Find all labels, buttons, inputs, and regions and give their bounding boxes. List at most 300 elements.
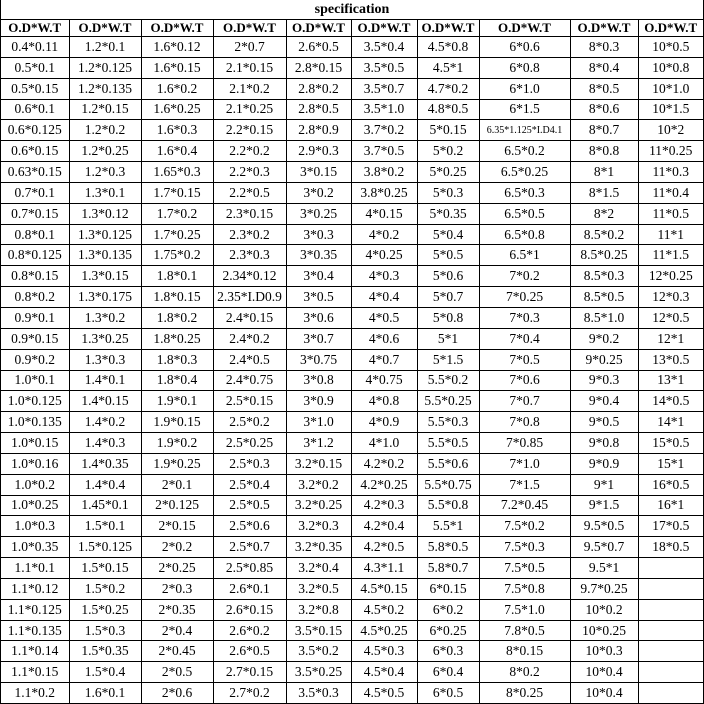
table-cell: 2*0.45 [141, 641, 213, 662]
table-cell: 8*0.4 [570, 57, 638, 78]
table-cell: 4.2*0.5 [351, 537, 417, 558]
table-cell: 2.6*0.5 [213, 641, 286, 662]
table-cell: 6*0.8 [479, 57, 570, 78]
table-cell: 1.1*0.14 [1, 641, 69, 662]
table-cell: 4.5*0.2 [351, 599, 417, 620]
table-row [1, 683, 703, 704]
table-row [1, 57, 703, 78]
table-row [1, 662, 703, 683]
table-cell: 1.3*0.125 [69, 224, 141, 245]
table-cell: 2.4*0.75 [213, 370, 286, 391]
table-cell: 3.5*0.15 [286, 620, 351, 641]
column-header: O.D*W.T [570, 20, 638, 37]
table-cell: 3.2*0.35 [286, 537, 351, 558]
table-cell: 14*1 [638, 412, 703, 433]
table-cell: 9*0.2 [570, 328, 638, 349]
table-cell: 3*1.2 [286, 433, 351, 454]
table-cell: 8.5*0.3 [570, 266, 638, 287]
table-cell: 1.0*0.16 [1, 453, 69, 474]
table-cell: 18*0.5 [638, 537, 703, 558]
table-row [1, 141, 703, 162]
table-cell: 9*1.5 [570, 495, 638, 516]
table-cell: 3*0.25 [286, 203, 351, 224]
table-row [1, 37, 703, 58]
table-row [1, 495, 703, 516]
table-cell: 1.5*0.125 [69, 537, 141, 558]
table-cell: 3.5*0.2 [286, 641, 351, 662]
table-cell: 2.4*0.15 [213, 307, 286, 328]
table-cell: 7*0.3 [479, 307, 570, 328]
table-cell: 4.5*0.15 [351, 578, 417, 599]
table-cell: 1.9*0.15 [141, 412, 213, 433]
table-cell: 5.5*0.3 [417, 412, 479, 433]
table-row [1, 391, 703, 412]
table-cell: 1.0*0.125 [1, 391, 69, 412]
table-cell: 1.0*0.2 [1, 474, 69, 495]
table-cell: 5.5*0.5 [417, 433, 479, 454]
table-cell: 2*0.5 [141, 662, 213, 683]
table-cell: 4.5*0.25 [351, 620, 417, 641]
column-header: O.D*W.T [1, 20, 69, 37]
table-cell: 2.5*0.15 [213, 391, 286, 412]
table-cell: 6*0.5 [417, 683, 479, 704]
table-cell: 1.4*0.4 [69, 474, 141, 495]
table-cell: 3.2*0.8 [286, 599, 351, 620]
table-cell: 3*0.75 [286, 349, 351, 370]
table-cell: 0.6*0.15 [1, 141, 69, 162]
table-cell: 2.5*0.4 [213, 474, 286, 495]
table-cell [638, 641, 703, 662]
table-cell: 5.8*0.5 [417, 537, 479, 558]
table-cell: 6.5*0.8 [479, 224, 570, 245]
table-cell: 4*0.2 [351, 224, 417, 245]
table-row [1, 516, 703, 537]
table-cell: 3.5*1.0 [351, 99, 417, 120]
table-cell: 9*0.5 [570, 412, 638, 433]
table-cell: 2*0.7 [213, 37, 286, 58]
table-cell: 4.8*0.5 [417, 99, 479, 120]
table-cell: 1.8*0.3 [141, 349, 213, 370]
table-cell: 1.5*0.15 [69, 558, 141, 579]
table-cell: 1.7*0.25 [141, 224, 213, 245]
table-cell: 9.5*1 [570, 558, 638, 579]
column-header: O.D*W.T [286, 20, 351, 37]
table-cell: 1.2*0.25 [69, 141, 141, 162]
table-row [1, 370, 703, 391]
table-cell: 0.4*0.11 [1, 37, 69, 58]
table-cell: 1.9*0.2 [141, 433, 213, 454]
table-cell: 3.5*0.7 [351, 78, 417, 99]
table-cell: 10*0.5 [638, 37, 703, 58]
page-title: specification [1, 0, 703, 20]
table-cell: 4*0.5 [351, 307, 417, 328]
table-cell: 8*0.15 [479, 641, 570, 662]
table-cell: 3*1.0 [286, 412, 351, 433]
table-cell: 8*1 [570, 162, 638, 183]
table-cell: 1.6*0.15 [141, 57, 213, 78]
table-cell: 1.1*0.12 [1, 578, 69, 599]
table-cell: 11*0.4 [638, 182, 703, 203]
table-cell: 10*1.0 [638, 78, 703, 99]
table-cell: 12*1 [638, 328, 703, 349]
table-cell: 0.7*0.1 [1, 182, 69, 203]
table-cell: 1.5*0.3 [69, 620, 141, 641]
table-cell: 2.5*0.7 [213, 537, 286, 558]
table-cell: 13*0.5 [638, 349, 703, 370]
column-header: O.D*W.T [141, 20, 213, 37]
table-cell: 2.5*0.85 [213, 558, 286, 579]
table-cell: 1.5*0.35 [69, 641, 141, 662]
table-cell: 3.5*0.4 [351, 37, 417, 58]
table-cell: 4*0.15 [351, 203, 417, 224]
table-cell: 7*0.5 [479, 349, 570, 370]
table-row [1, 620, 703, 641]
table-cell: 2.7*0.2 [213, 683, 286, 704]
table-cell: 3.2*0.3 [286, 516, 351, 537]
table-cell: 10*1.5 [638, 99, 703, 120]
table-cell: 2*0.1 [141, 474, 213, 495]
table-cell: 6.5*0.2 [479, 141, 570, 162]
table-cell: 4*1.0 [351, 433, 417, 454]
table-cell: 5*0.15 [417, 120, 479, 141]
table-cell: 2.2*0.3 [213, 162, 286, 183]
table-cell: 2.2*0.15 [213, 120, 286, 141]
table-cell: 8*0.5 [570, 78, 638, 99]
table-cell: 1.6*0.2 [141, 78, 213, 99]
table-cell: 4*0.9 [351, 412, 417, 433]
table-cell: 0.8*0.1 [1, 224, 69, 245]
table-cell: 4*0.6 [351, 328, 417, 349]
table-cell: 1.4*0.15 [69, 391, 141, 412]
table-cell: 1.8*0.2 [141, 307, 213, 328]
table-cell: 2.6*0.2 [213, 620, 286, 641]
table-cell: 4.5*1 [417, 57, 479, 78]
table-cell: 3.5*0.3 [286, 683, 351, 704]
column-header: O.D*W.T [351, 20, 417, 37]
table-cell: 9.5*0.5 [570, 516, 638, 537]
table-row [1, 453, 703, 474]
table-row [1, 224, 703, 245]
table-cell: 0.6*0.1 [1, 99, 69, 120]
table-cell: 1.4*0.2 [69, 412, 141, 433]
spec-table [1, 20, 703, 704]
table-cell: 3.2*0.5 [286, 578, 351, 599]
table-row [1, 245, 703, 266]
table-cell [638, 558, 703, 579]
table-cell: 5*0.7 [417, 287, 479, 308]
table-cell: 1.6*0.25 [141, 99, 213, 120]
table-cell: 1.5*0.2 [69, 578, 141, 599]
table-cell: 5*0.8 [417, 307, 479, 328]
table-cell: 1.4*0.35 [69, 453, 141, 474]
table-cell: 7*0.85 [479, 433, 570, 454]
column-header: O.D*W.T [69, 20, 141, 37]
table-cell: 10*0.25 [570, 620, 638, 641]
table-cell: 1.1*0.2 [1, 683, 69, 704]
table-cell: 2*0.2 [141, 537, 213, 558]
table-cell: 3.2*0.2 [286, 474, 351, 495]
table-cell: 1.9*0.1 [141, 391, 213, 412]
table-cell: 9*0.8 [570, 433, 638, 454]
table-cell: 1.5*0.1 [69, 516, 141, 537]
table-cell: 7.5*0.8 [479, 578, 570, 599]
table-cell: 16*1 [638, 495, 703, 516]
table-cell: 3.2*0.4 [286, 558, 351, 579]
table-cell: 5*0.5 [417, 245, 479, 266]
table-cell: 8.5*0.2 [570, 224, 638, 245]
table-cell: 7*0.6 [479, 370, 570, 391]
table-cell: 3*0.3 [286, 224, 351, 245]
table-cell: 6*0.2 [417, 599, 479, 620]
table-cell: 1.0*0.25 [1, 495, 69, 516]
table-cell: 0.8*0.125 [1, 245, 69, 266]
table-cell: 4*0.4 [351, 287, 417, 308]
table-cell: 2.1*0.15 [213, 57, 286, 78]
table-cell: 1.3*0.1 [69, 182, 141, 203]
table-cell: 2.5*0.25 [213, 433, 286, 454]
table-cell: 15*1 [638, 453, 703, 474]
table-cell: 1.6*0.1 [69, 683, 141, 704]
table-cell: 2.8*0.15 [286, 57, 351, 78]
table-cell: 8*0.6 [570, 99, 638, 120]
table-cell: 6*0.25 [417, 620, 479, 641]
table-cell: 4.5*0.4 [351, 662, 417, 683]
table-cell: 1.2*0.3 [69, 162, 141, 183]
table-cell: 1.7*0.2 [141, 203, 213, 224]
table-cell: 0.8*0.15 [1, 266, 69, 287]
table-cell: 5.8*0.7 [417, 558, 479, 579]
table-cell: 8.5*1.0 [570, 307, 638, 328]
table-cell: 2*0.125 [141, 495, 213, 516]
table-cell: 2.5*0.5 [213, 495, 286, 516]
table-cell: 2.3*0.2 [213, 224, 286, 245]
table-cell: 6.35*1.125*I.D4.1 [479, 120, 570, 141]
table-cell: 8*0.7 [570, 120, 638, 141]
table-cell: 2.2*0.2 [213, 141, 286, 162]
table-cell: 2*0.6 [141, 683, 213, 704]
table-cell: 15*0.5 [638, 433, 703, 454]
table-cell: 1.6*0.12 [141, 37, 213, 58]
table-cell: 1.1*0.125 [1, 599, 69, 620]
table-cell: 3.2*0.15 [286, 453, 351, 474]
column-header: O.D*W.T [417, 20, 479, 37]
table-cell: 5.5*0.25 [417, 391, 479, 412]
table-cell: 1.4*0.3 [69, 433, 141, 454]
table-row [1, 599, 703, 620]
table-cell: 1.1*0.1 [1, 558, 69, 579]
table-cell: 2.7*0.15 [213, 662, 286, 683]
table-cell: 2.35*I.D0.9 [213, 287, 286, 308]
table-cell [638, 662, 703, 683]
table-cell: 10*0.2 [570, 599, 638, 620]
table-cell: 7.5*1.0 [479, 599, 570, 620]
table-cell: 1.5*0.4 [69, 662, 141, 683]
table-cell: 7*0.2 [479, 266, 570, 287]
table-cell: 12*0.5 [638, 307, 703, 328]
table-row [1, 162, 703, 183]
table-cell: 16*0.5 [638, 474, 703, 495]
table-cell: 1.7*0.15 [141, 182, 213, 203]
table-cell: 2.1*0.2 [213, 78, 286, 99]
table-cell: 2.8*0.9 [286, 120, 351, 141]
table-cell: 1.3*0.12 [69, 203, 141, 224]
table-cell: 17*0.5 [638, 516, 703, 537]
table-cell: 11*1 [638, 224, 703, 245]
table-cell: 8*0.2 [479, 662, 570, 683]
table-cell: 12*0.3 [638, 287, 703, 308]
table-row [1, 328, 703, 349]
table-cell: 9*0.9 [570, 453, 638, 474]
table-body [1, 37, 703, 704]
table-cell: 9*0.4 [570, 391, 638, 412]
table-cell: 7.2*0.45 [479, 495, 570, 516]
table-cell: 0.5*0.1 [1, 57, 69, 78]
table-cell: 8*0.25 [479, 683, 570, 704]
table-cell: 6*0.3 [417, 641, 479, 662]
table-cell: 2*0.15 [141, 516, 213, 537]
table-cell: 1.2*0.135 [69, 78, 141, 99]
table-cell: 2.3*0.3 [213, 245, 286, 266]
column-header: O.D*W.T [638, 20, 703, 37]
table-cell: 3.8*0.25 [351, 182, 417, 203]
table-cell: 1.6*0.3 [141, 120, 213, 141]
table-cell: 6*1.0 [479, 78, 570, 99]
table-cell: 4.3*1.1 [351, 558, 417, 579]
table-row [1, 578, 703, 599]
table-cell: 1.1*0.135 [1, 620, 69, 641]
table-cell: 8*0.3 [570, 37, 638, 58]
table-cell: 5*0.2 [417, 141, 479, 162]
table-cell [638, 599, 703, 620]
table-cell: 2.5*0.3 [213, 453, 286, 474]
table-cell: 7*1.0 [479, 453, 570, 474]
table-cell: 2*0.25 [141, 558, 213, 579]
table-row [1, 558, 703, 579]
table-cell: 3.7*0.5 [351, 141, 417, 162]
table-cell: 13*1 [638, 370, 703, 391]
table-cell: 1.8*0.15 [141, 287, 213, 308]
table-cell: 9*1 [570, 474, 638, 495]
table-cell: 4.2*0.3 [351, 495, 417, 516]
table-cell: 6.5*1 [479, 245, 570, 266]
table-cell: 3*0.15 [286, 162, 351, 183]
table-cell: 1.0*0.1 [1, 370, 69, 391]
table-cell: 12*0.25 [638, 266, 703, 287]
table-cell: 1.2*0.125 [69, 57, 141, 78]
table-cell: 1.8*0.25 [141, 328, 213, 349]
table-cell: 1.3*0.3 [69, 349, 141, 370]
table-cell: 7.5*0.2 [479, 516, 570, 537]
table-cell: 4*0.7 [351, 349, 417, 370]
table-cell: 1.5*0.25 [69, 599, 141, 620]
table-cell: 2*0.4 [141, 620, 213, 641]
table-cell: 6*0.15 [417, 578, 479, 599]
table-cell: 8*2 [570, 203, 638, 224]
table-cell: 1.0*0.3 [1, 516, 69, 537]
table-cell: 1.75*0.2 [141, 245, 213, 266]
table-cell: 10*2 [638, 120, 703, 141]
table-cell: 2.5*0.2 [213, 412, 286, 433]
table-row [1, 412, 703, 433]
table-cell: 1.0*0.15 [1, 433, 69, 454]
table-cell: 11*0.3 [638, 162, 703, 183]
table-cell: 5.5*0.6 [417, 453, 479, 474]
table-cell: 10*0.4 [570, 662, 638, 683]
table-row [1, 266, 703, 287]
table-cell: 10*0.3 [570, 641, 638, 662]
table-cell: 4.2*0.25 [351, 474, 417, 495]
table-cell: 1.8*0.1 [141, 266, 213, 287]
table-cell: 1.3*0.135 [69, 245, 141, 266]
table-cell: 5*1.5 [417, 349, 479, 370]
table-cell: 2.6*0.15 [213, 599, 286, 620]
table-row [1, 433, 703, 454]
table-cell: 14*0.5 [638, 391, 703, 412]
table-cell: 1.2*0.15 [69, 99, 141, 120]
table-cell: 10*0.4 [570, 683, 638, 704]
table-cell: 3*0.35 [286, 245, 351, 266]
header-row [1, 20, 703, 37]
table-cell: 5*0.25 [417, 162, 479, 183]
table-cell: 5.5*0.8 [417, 495, 479, 516]
table-cell: 1.3*0.25 [69, 328, 141, 349]
table-cell: 0.6*0.125 [1, 120, 69, 141]
table-cell: 4*0.3 [351, 266, 417, 287]
table-row [1, 203, 703, 224]
table-cell: 3*0.4 [286, 266, 351, 287]
table-cell: 7*0.8 [479, 412, 570, 433]
table-row [1, 474, 703, 495]
table-cell: 7*0.7 [479, 391, 570, 412]
table-cell: 9*0.25 [570, 349, 638, 370]
table-cell: 3.5*0.25 [286, 662, 351, 683]
table-cell: 7*1.5 [479, 474, 570, 495]
table-cell: 7.5*0.5 [479, 558, 570, 579]
table-cell: 10*0.8 [638, 57, 703, 78]
table-cell: 0.9*0.1 [1, 307, 69, 328]
table-cell: 0.7*0.15 [1, 203, 69, 224]
table-row [1, 287, 703, 308]
table-cell: 2.4*0.2 [213, 328, 286, 349]
table-cell: 1.3*0.15 [69, 266, 141, 287]
table-cell: 5.5*0.2 [417, 370, 479, 391]
table-cell: 3*0.5 [286, 287, 351, 308]
table-row [1, 349, 703, 370]
table-cell: 7.8*0.5 [479, 620, 570, 641]
table-cell: 2.2*0.5 [213, 182, 286, 203]
table-cell: 2.6*0.1 [213, 578, 286, 599]
table-cell: 1.4*0.1 [69, 370, 141, 391]
table-cell: 3.7*0.2 [351, 120, 417, 141]
table-cell: 5*0.4 [417, 224, 479, 245]
table-cell: 11*0.25 [638, 141, 703, 162]
table-cell: 2.6*0.5 [286, 37, 351, 58]
table-cell: 6.5*0.5 [479, 203, 570, 224]
table-row [1, 99, 703, 120]
table-cell: 1.9*0.25 [141, 453, 213, 474]
table-cell: 6*0.6 [479, 37, 570, 58]
table-cell: 1.8*0.4 [141, 370, 213, 391]
table-row [1, 537, 703, 558]
table-cell: 5*0.35 [417, 203, 479, 224]
table-cell: 2.1*0.25 [213, 99, 286, 120]
table-cell: 7*0.25 [479, 287, 570, 308]
table-cell: 1.65*0.3 [141, 162, 213, 183]
table-cell [638, 578, 703, 599]
table-cell: 8*1.5 [570, 182, 638, 203]
table-cell: 2.4*0.5 [213, 349, 286, 370]
table-row [1, 120, 703, 141]
